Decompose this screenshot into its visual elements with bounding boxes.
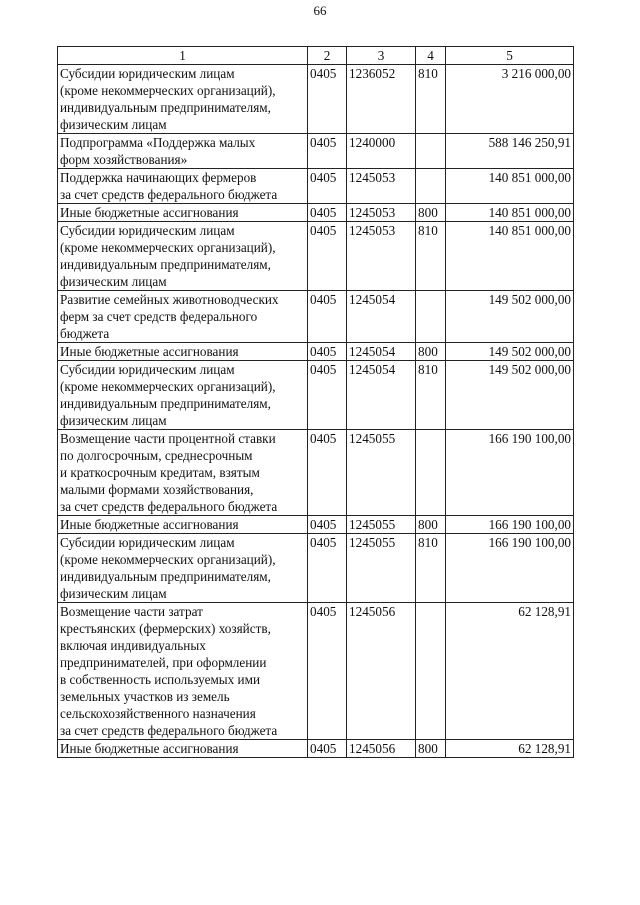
row-type: 800 <box>416 740 446 758</box>
row-target: 1245055 <box>347 430 416 516</box>
row-amount: 62 128,91 <box>446 740 574 758</box>
row-target: 1245053 <box>347 222 416 291</box>
row-type: 810 <box>416 534 446 603</box>
column-header-type: 4 <box>416 47 446 65</box>
row-amount: 140 851 000,00 <box>446 204 574 222</box>
table-row <box>58 361 574 430</box>
row-amount: 62 128,91 <box>446 603 574 740</box>
row-name: Субсидии юридическим лицам (кроме некоммерческих организаций), индивидуальным предпринимателям, физическим лицам <box>58 222 308 291</box>
row-name: Иные бюджетные ассигнования <box>58 343 308 361</box>
table-row <box>58 204 574 222</box>
row-section: 0405 <box>308 603 347 740</box>
row-name: Возмещение части процентной ставки по долгосрочным, среднесрочным и краткосрочным кредитам, взятым малыми формами хозяйствования, за счет средств федерального бюджета <box>58 430 308 516</box>
row-type: 800 <box>416 204 446 222</box>
row-name: Иные бюджетные ассигнования <box>58 740 308 758</box>
row-target: 1245054 <box>347 291 416 343</box>
row-name: Субсидии юридическим лицам (кроме некоммерческих организаций), индивидуальным предпринимателям, физическим лицам <box>58 65 308 134</box>
table-row <box>58 343 574 361</box>
row-amount: 149 502 000,00 <box>446 343 574 361</box>
row-name: Подпрограмма «Поддержка малых форм хозяйствования» <box>58 134 308 169</box>
row-target: 1245053 <box>347 204 416 222</box>
table-row <box>58 222 574 291</box>
column-header-target: 3 <box>347 47 416 65</box>
row-target: 1245054 <box>347 361 416 430</box>
row-section: 0405 <box>308 516 347 534</box>
row-amount: 149 502 000,00 <box>446 361 574 430</box>
column-header-amount: 5 <box>446 47 574 65</box>
table-row <box>58 65 574 134</box>
row-name: Иные бюджетные ассигнования <box>58 516 308 534</box>
row-amount: 3 216 000,00 <box>446 65 574 134</box>
row-name: Субсидии юридическим лицам (кроме некоммерческих организаций), индивидуальным предпринимателям, физическим лицам <box>58 534 308 603</box>
row-section: 0405 <box>308 204 347 222</box>
table-header <box>58 47 574 65</box>
row-type <box>416 430 446 516</box>
table-row <box>58 430 574 516</box>
row-section: 0405 <box>308 169 347 204</box>
row-type: 810 <box>416 222 446 291</box>
row-target: 1245054 <box>347 343 416 361</box>
row-amount: 166 190 100,00 <box>446 430 574 516</box>
budget-table <box>57 46 574 758</box>
row-amount: 166 190 100,00 <box>446 534 574 603</box>
row-type: 810 <box>416 361 446 430</box>
header-row <box>58 47 574 65</box>
row-amount: 140 851 000,00 <box>446 169 574 204</box>
table-row <box>58 516 574 534</box>
row-section: 0405 <box>308 430 347 516</box>
column-header-name: 1 <box>58 47 308 65</box>
row-type <box>416 169 446 204</box>
page-number: 66 <box>313 3 327 18</box>
row-target: 1236052 <box>347 65 416 134</box>
row-name: Субсидии юридическим лицам (кроме некоммерческих организаций), индивидуальным предпринимателям, физическим лицам <box>58 361 308 430</box>
row-name: Поддержка начинающих фермеров за счет средств федерального бюджета <box>58 169 308 204</box>
row-target: 1245056 <box>347 603 416 740</box>
table-row <box>58 603 574 740</box>
row-section: 0405 <box>308 361 347 430</box>
row-target: 1245055 <box>347 516 416 534</box>
table-row <box>58 534 574 603</box>
row-section: 0405 <box>308 222 347 291</box>
row-type: 800 <box>416 343 446 361</box>
row-section: 0405 <box>308 134 347 169</box>
table-row <box>58 169 574 204</box>
row-section: 0405 <box>308 65 347 134</box>
row-name: Иные бюджетные ассигнования <box>58 204 308 222</box>
row-target: 1245056 <box>347 740 416 758</box>
row-type <box>416 134 446 169</box>
table-row <box>58 740 574 758</box>
column-header-section: 2 <box>308 47 347 65</box>
table-body <box>58 65 574 758</box>
row-amount: 149 502 000,00 <box>446 291 574 343</box>
table-row <box>58 134 574 169</box>
row-section: 0405 <box>308 740 347 758</box>
row-section: 0405 <box>308 343 347 361</box>
row-amount: 588 146 250,91 <box>446 134 574 169</box>
row-type <box>416 603 446 740</box>
row-amount: 166 190 100,00 <box>446 516 574 534</box>
row-target: 1240000 <box>347 134 416 169</box>
row-target: 1245055 <box>347 534 416 603</box>
row-type <box>416 291 446 343</box>
row-amount: 140 851 000,00 <box>446 222 574 291</box>
row-section: 0405 <box>308 291 347 343</box>
row-section: 0405 <box>308 534 347 603</box>
row-name: Развитие семейных животноводческих ферм за счет средств федерального бюджета <box>58 291 308 343</box>
row-type: 810 <box>416 65 446 134</box>
table-row <box>58 291 574 343</box>
row-type: 800 <box>416 516 446 534</box>
row-target: 1245053 <box>347 169 416 204</box>
row-name: Возмещение части затрат крестьянских (фермерских) хозяйств, включая индивидуальных предпринимателей, при оформлении в собственность используемых ими земельных участков из земель сельскохозяйственного назначения за счет средств федерального бюджета <box>58 603 308 740</box>
